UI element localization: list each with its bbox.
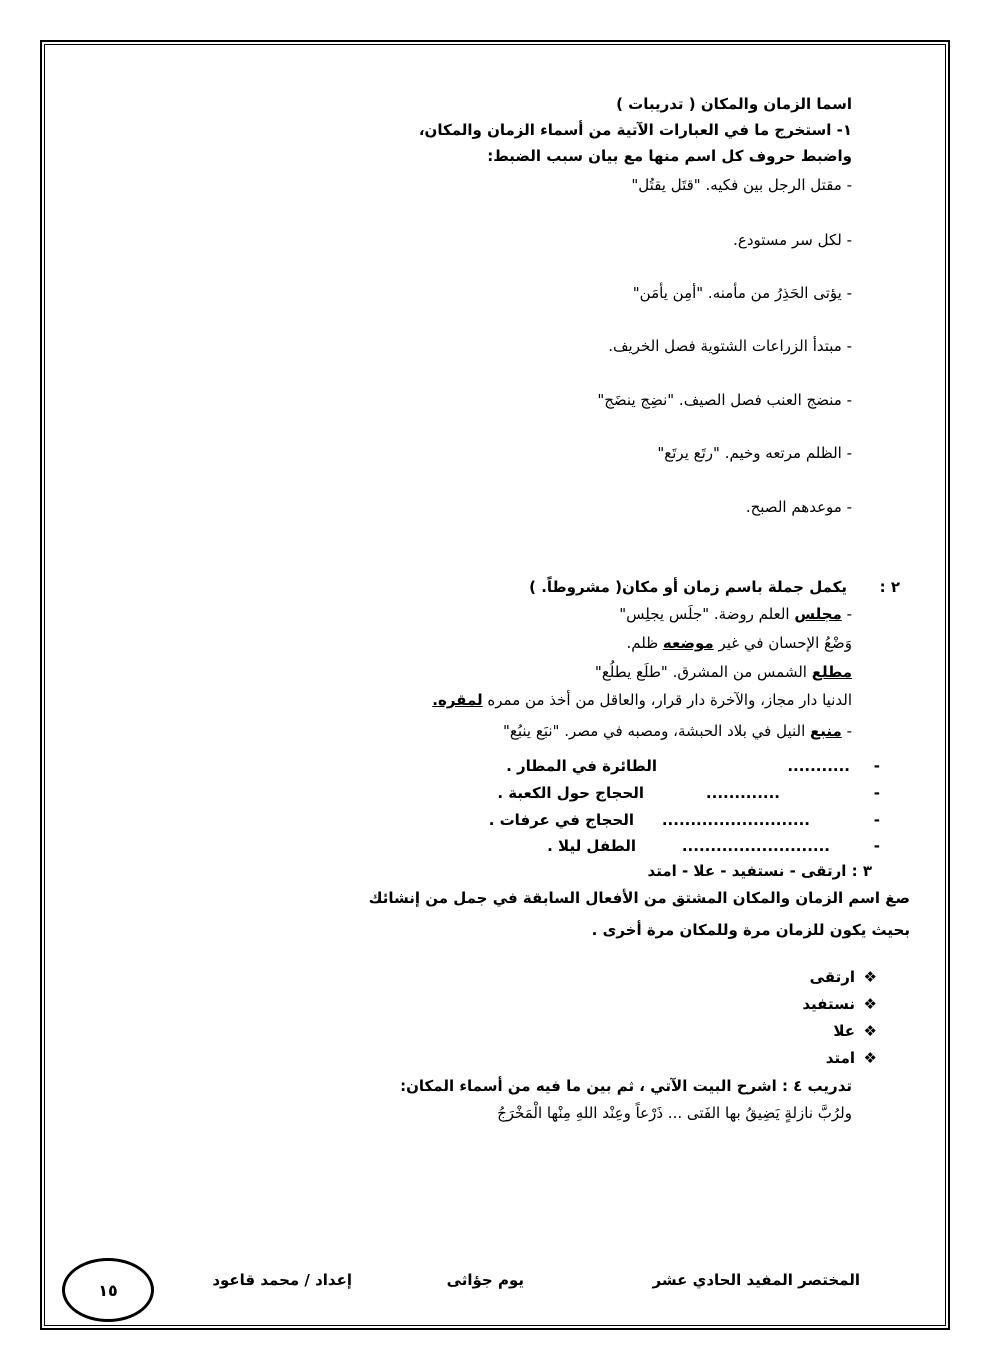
ex2-example-1: - مجلس العلم روضة. "جلَس يجلِس" [619,605,852,623]
key-word: موضعه [662,634,714,652]
fill-dash: - [873,837,880,855]
ex4-header: تدريب ٤ : اشرح البيت الآتي ، ثم بين ما فيه من أسماء المكان: [400,1077,852,1095]
diamond-bullet-icon: ❖ [863,1049,877,1067]
bullet-item: ❖امتد [825,1049,877,1067]
footer-book-title: المختصر المفيد الحادي عشر [652,1271,860,1289]
fill-text: الحجاج حول الكعبة . [497,784,644,802]
fill-text: الحجاج في عرفات . [488,811,634,829]
fill-dots: .......................... [681,837,830,855]
footer-author: إعداد / محمد قاعود [212,1271,352,1289]
fill-dash: - [873,757,880,775]
ex1-item: - الظلم مرتعه وخيم. "رتَع يرتَع" [657,444,852,462]
ex1-item: - يؤتى الحَذِرُ من مأمنه. "أمِن يأمَن" [632,284,852,302]
key-word: مطلع [811,663,852,681]
ex3-instruction-1: صغ اسم الزمان والمكان المشتق من الأفعال السابقة في جمل من إنشائك [368,889,910,907]
page-title: اسما الزمان والمكان ( تدريبات ) [616,95,852,113]
ex1-item: - موعدهم الصبح. [745,498,852,516]
ex2-example-4: الدنيا دار مجاز، والآخرة دار قرار، والعاقل من أخذ من ممره لمقره. [432,691,852,709]
bullet-item: ❖نستفيد [802,995,877,1013]
bullet-item: ❖ارتقى [809,968,877,986]
ex3-header: ٣ : ارتقى - نستفيد - علا - امتد [647,862,872,880]
bullet-item: ❖علا [833,1022,877,1040]
fill-dash: - [873,811,880,829]
ex1-item: - منضج العنب فصل الصيف. "نضِج ينضَج" [597,391,852,409]
fill-dots: .......................... [661,811,810,829]
key-word: لمقره. [432,691,483,709]
key-word: مجلس [794,605,842,623]
fill-text: الطفل ليلا . [547,837,636,855]
ex1-item: - مقتل الرجل بين فكيه. "قتَل يقتُل" [631,176,852,194]
ex1-instruction-1: ١- استخرج ما في العبارات الآتية من أسماء الزمان والمكان، [418,121,852,139]
ex3-instruction-2: بحيث يكون للزمان مرة وللمكان مرة أخرى . [591,921,910,939]
ex2-instruction: يكمل جملة باسم زمان أو مكان( مشروطاً. ) [529,578,847,596]
fill-dash: - [873,784,880,802]
ex1-item: - لكل سر مستودع. [733,231,852,249]
ex2-number: ٢ : [879,578,900,596]
fill-dots: ........... [787,757,850,775]
ex2-example-5: - منبع النيل في بلاد الحبشة، ومصبه في مصر. "نبَع ينبُع" [502,722,852,740]
diamond-bullet-icon: ❖ [863,995,877,1013]
diamond-bullet-icon: ❖ [863,1022,877,1040]
diamond-bullet-icon: ❖ [863,968,877,986]
ex2-example-3: مطلع الشمس من المشرق. "طلَع يطلُع" [594,663,852,681]
page-number: ١٥ [62,1258,154,1322]
ex1-item: - مبتدأ الزراعات الشتوية فصل الخريف. [608,337,852,355]
ex1-instruction-2: واضبط حروف كل اسم منها مع بيان سبب الضبط: [487,147,852,165]
fill-dots: ............. [705,784,780,802]
footer-series: يوم جؤاثى [446,1271,524,1289]
fill-text: الطائرة في المطار . [506,757,657,775]
key-word: منبع [810,722,842,740]
ex4-verse: ولرُبَّ نازلةٍ يَضِيقُ بها الفَتى ... ذَرْعاً وعِنْد اللهِ مِنْها الْمَخْرَجُ [497,1104,852,1122]
ex2-example-2: وَضْعُ الإحسان في غير موضعه ظلم. [626,634,852,652]
